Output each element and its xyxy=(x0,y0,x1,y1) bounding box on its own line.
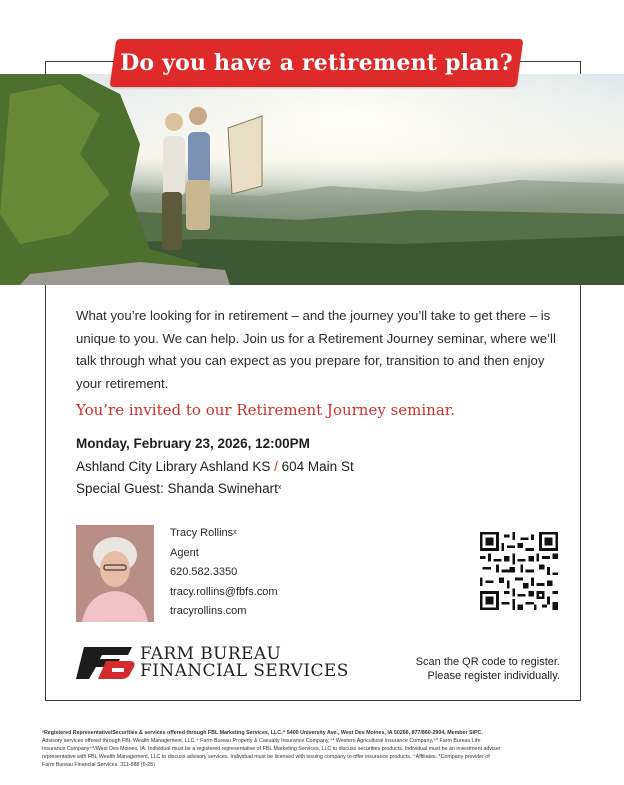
agent-name: Tracy Rollins xyxy=(170,527,234,539)
agent-photo xyxy=(76,525,154,622)
logo-line2: FINANCIAL SERVICES xyxy=(140,661,349,681)
logo-wordmark xyxy=(140,646,349,680)
event-location xyxy=(76,456,556,479)
register-line2: Please register individually. xyxy=(427,670,560,682)
agent-website[interactable]: tracyrollins.com xyxy=(170,605,247,617)
fb-logo-icon xyxy=(76,645,136,681)
agent-footnote-mark: x xyxy=(233,529,237,536)
guest-footnote-mark: x xyxy=(277,484,282,491)
agent-title: Agent xyxy=(170,546,199,559)
event-datetime: Monday, February 23, 2026, 12:00PM xyxy=(76,436,310,451)
disclaimer-line1: ˣRegistered Representative/Securities & services offered through FBL Marketing Services, LLC,⁺ 5400 University Ave., West Des Moines, IA 50266, 877/860-2904, Member SIPC. xyxy=(42,730,483,736)
event-venue: Ashland City Library Ashland KS xyxy=(76,458,271,474)
hero-photo xyxy=(0,74,624,285)
disclaimer-line4: representative with FBL Wealth Management, LLC to discuss advisory services. Individual must be licensed with issuing company to offer insurance products. ⁺Affiliates. *Company provider of xyxy=(42,754,490,760)
agent-info xyxy=(170,527,278,625)
agent-phone[interactable]: 620.582.3350 xyxy=(170,566,238,578)
disclaimer-line3: Insurance Company⁺*/West Des Moines, IA. Individual must be a registered representative of FBL Marketing Services, LLC to discuss securities products. Individual must be an investment adviser xyxy=(42,746,501,752)
legal-disclaimer xyxy=(42,729,587,769)
qr-code-icon[interactable] xyxy=(480,532,558,610)
headline-banner: Do you have a retirement plan? xyxy=(120,50,513,76)
location-separator: / xyxy=(274,458,278,474)
agent-name-line xyxy=(170,527,278,547)
register-line1: Scan the QR code to register. xyxy=(415,656,560,668)
event-address: 604 Main St xyxy=(281,458,354,474)
agent-email[interactable]: tracy.rollins@fbfs.com xyxy=(170,585,278,598)
event-guest-line xyxy=(76,478,556,501)
event-details xyxy=(76,433,556,501)
disclaimer-line5: Farm Bureau Financial Services. 311-888 (6-25) xyxy=(42,762,155,768)
event-guest: Special Guest: Shanda Swinehart xyxy=(76,481,278,496)
logo-line1: FARM BUREAU xyxy=(140,644,282,664)
invite-heading: You’re invited to our Retirement Journey seminar. xyxy=(76,401,456,419)
register-instructions xyxy=(416,655,560,683)
intro-paragraph: What you’re looking for in retirement – and the journey you’ll take to get there – is unique to you. We can help. Join us for a Retirement Journey seminar, where we’ll talk through what you can expect as you prepare for, transition to and then enjoy your retirement. xyxy=(76,308,556,391)
disclaimer-line2: Advisory services offered through FBL Wealth Management, LLC.⁺ Farm Bureau Property & Casualty Insurance Company,⁺* Western Agricultural Insurance Company,⁺* Farm Bureau Life xyxy=(42,738,481,744)
